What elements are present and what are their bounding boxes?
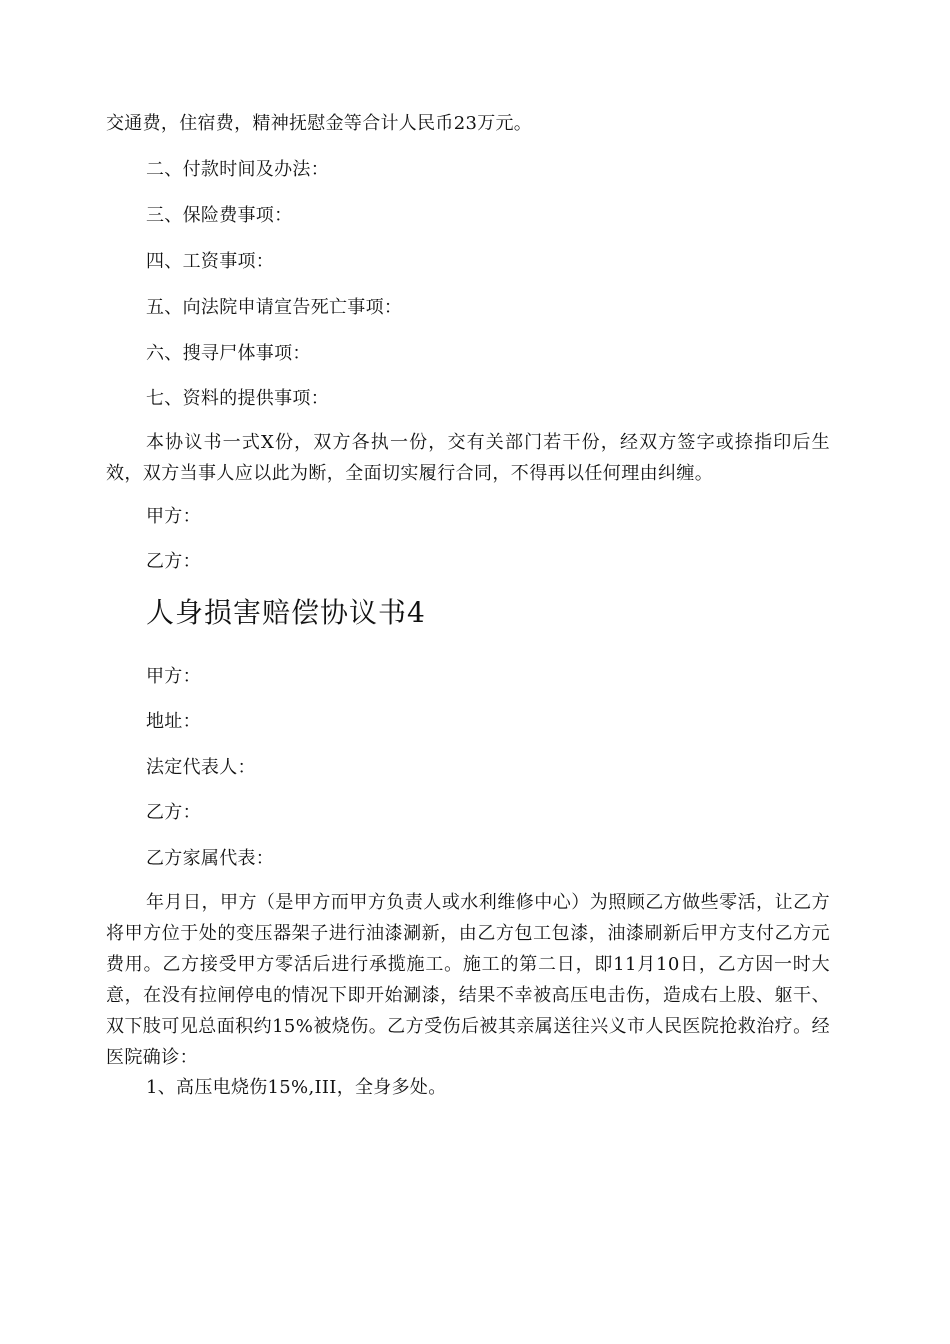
signature-party-a: 甲方： (146, 506, 201, 527)
diagnosis-item: 1、高压电烧伤15%,III，全身多处。 (146, 1077, 447, 1098)
field-address: 地址： (146, 711, 201, 732)
item-wages: 四、工资事项： (146, 251, 275, 272)
item-death-declaration: 五、向法院申请宣告死亡事项： (146, 297, 403, 318)
field-party-a: 甲方： (146, 666, 201, 687)
field-legal-representative: 法定代表人： (146, 757, 256, 778)
incident-paragraph: 年月日，甲方（是甲方而甲方负责人或水利维修中心）为照顾乙方做些零活，让乙方将甲方位于处的变压器架子进行油漆涮新，由乙方包工包漆，油漆刷新后甲方支付乙方元费用。乙方接受甲方零活后进行承揽施工。施工的第二日，即11月10日，乙方因一时大意，在没有拉闸停电的情况下即开始涮漆，结果不幸被高压电击伤，造成右上股、躯干、双下肢可见总面积约15%被烧伤。乙方受伤后被其亲属送往兴义市人民医院抢救治疗。经医院确诊： (106, 892, 830, 1068)
field-family-representative: 乙方家属代表： (146, 848, 275, 869)
field-party-b: 乙方： (146, 802, 201, 823)
section-title: 人身损害赔偿协议书4 (146, 596, 426, 629)
signature-party-b: 乙方： (146, 551, 201, 572)
item-documents: 七、资料的提供事项： (146, 388, 329, 409)
item-payment-terms: 二、付款时间及办法： (146, 159, 329, 180)
intro-line: 交通费，住宿费，精神抚慰金等合计人民币23万元。 (106, 113, 533, 134)
closing-paragraph: 本协议书一式X份，双方各执一份，交有关部门若干份，经双方签字或捺指印后生效，双方当事人应以此为断，全面切实履行合同，不得再以任何理由纠缠。 (106, 432, 830, 484)
item-body-search: 六、搜寻尸体事项： (146, 343, 311, 364)
item-insurance: 三、保险费事项： (146, 205, 293, 226)
